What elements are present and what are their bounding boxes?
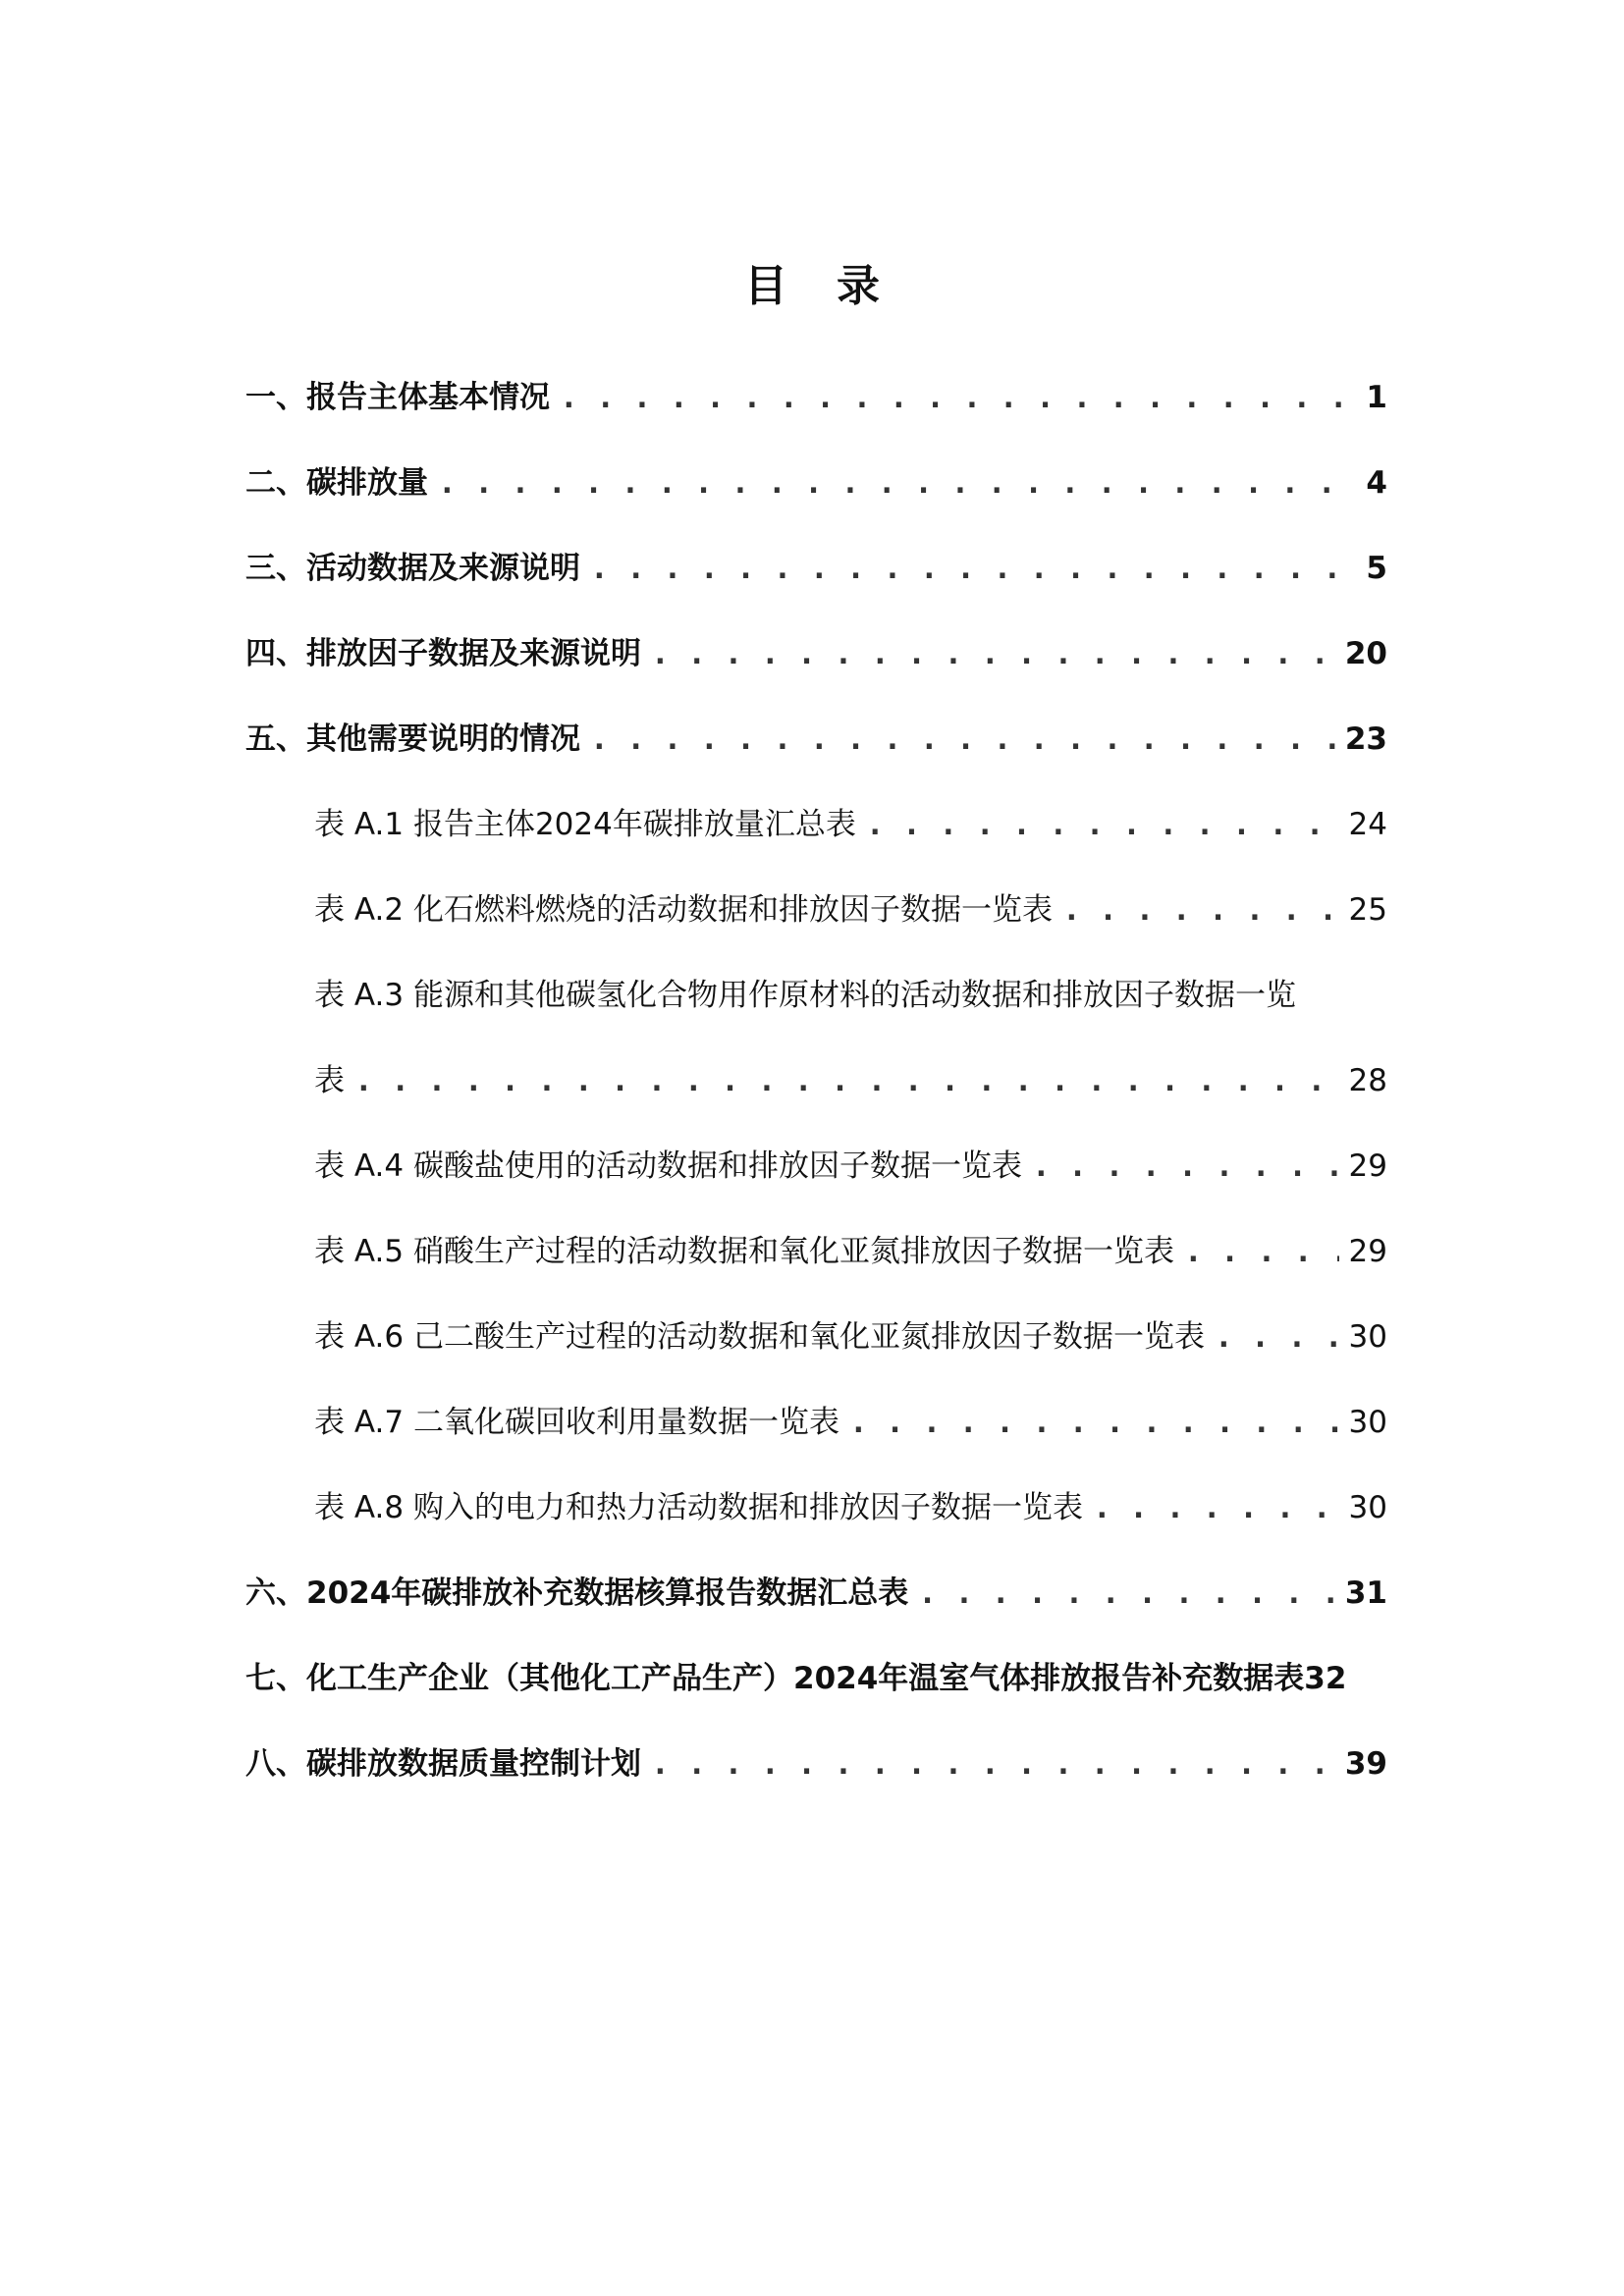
toc-leader-dots — [651, 1739, 1335, 1789]
toc-entry-section-8[interactable] — [245, 1739, 1387, 1789]
toc-entry-section-5[interactable] — [245, 715, 1387, 764]
toc-entry-text: 六、2024年碳排放补充数据核算报告数据汇总表 — [245, 1575, 909, 1611]
toc-entry-section-6[interactable] — [245, 1569, 1387, 1618]
toc-leader-dots — [918, 1569, 1335, 1618]
toc-page-number: 20 — [1344, 636, 1387, 671]
toc-entry-text: 表 A.4 碳酸盐使用的活动数据和排放因子数据一览表 — [314, 1148, 1022, 1184]
toc-entry-table-a6[interactable] — [314, 1312, 1387, 1362]
toc-page-number: 4 — [1366, 465, 1387, 501]
toc-entry-section-1[interactable] — [245, 373, 1387, 422]
toc-entry-text: 表 A.5 硝酸生产过程的活动数据和氧化亚氮排放因子数据一览表 — [314, 1234, 1174, 1269]
toc-entry-table-a3-continued[interactable] — [314, 1056, 1387, 1105]
toc-page-number: 30 — [1348, 1405, 1387, 1440]
toc-entry-table-a2[interactable] — [314, 885, 1387, 934]
toc-page-number: 30 — [1348, 1490, 1387, 1525]
toc-leader-dots — [1062, 885, 1339, 934]
toc-entry-text: 表 A.1 报告主体2024年碳排放量汇总表 — [314, 807, 856, 842]
toc-entry-section-3[interactable] — [245, 544, 1387, 593]
toc-page-number: 30 — [1348, 1319, 1387, 1355]
toc-leader-dots — [438, 458, 1356, 507]
toc-entry-table-a1[interactable] — [314, 800, 1387, 849]
toc-entry-text: 五、其他需要说明的情况 — [245, 721, 580, 757]
toc-entry-table-a4[interactable] — [314, 1142, 1387, 1191]
toc-entry-text: 表 A.3 能源和其他碳氢化合物用作原材料的活动数据和排放因子数据一览 — [314, 978, 1296, 1013]
toc-entry-text: 八、碳排放数据质量控制计划 — [245, 1746, 641, 1782]
toc-title: 目录 — [744, 261, 929, 311]
toc-page-number: 24 — [1348, 807, 1387, 842]
toc-entry-section-4[interactable] — [245, 629, 1387, 678]
toc-entry-text: 七、化工生产企业（其他化工产品生产）2024年温室气体排放报告补充数据表 — [245, 1661, 1305, 1696]
toc-leader-dots — [354, 1056, 1339, 1105]
toc-page-number: 32 — [1304, 1661, 1347, 1696]
toc-entry-table-a7[interactable] — [314, 1398, 1387, 1447]
toc-entry-section-2[interactable] — [245, 458, 1387, 507]
toc-leader-dots — [590, 544, 1356, 593]
toc-entry-text: 二、碳排放量 — [245, 465, 428, 501]
toc-leader-dots — [1215, 1312, 1339, 1362]
toc-entry-text: 表 A.6 己二酸生产过程的活动数据和氧化亚氮排放因子数据一览表 — [314, 1319, 1205, 1355]
toc-page-number: 1 — [1366, 380, 1387, 415]
toc-leader-dots — [560, 373, 1356, 422]
toc-page-number: 31 — [1344, 1575, 1387, 1611]
toc-page-number: 28 — [1348, 1063, 1387, 1098]
toc-entry-table-a5[interactable] — [314, 1227, 1387, 1276]
toc-leader-dots — [866, 800, 1339, 849]
toc-entry-text: 表 — [314, 1063, 345, 1098]
toc-entry-text: 四、排放因子数据及来源说明 — [245, 636, 641, 671]
toc-leader-dots — [1032, 1142, 1339, 1191]
toc-page-number: 23 — [1344, 721, 1387, 757]
toc-entry-table-a8[interactable] — [314, 1483, 1387, 1532]
toc-leader-dots — [590, 715, 1335, 764]
toc-page-number: 25 — [1348, 892, 1387, 928]
toc-page-number: 29 — [1348, 1148, 1387, 1184]
toc-leader-dots — [1184, 1227, 1339, 1276]
toc-page-number: 5 — [1366, 551, 1387, 586]
toc-entry-text: 表 A.7 二氧化碳回收利用量数据一览表 — [314, 1405, 839, 1440]
toc-entry-text: 一、报告主体基本情况 — [245, 380, 550, 415]
toc-page-number: 29 — [1348, 1234, 1387, 1269]
toc-leader-dots — [1093, 1483, 1339, 1532]
toc-entry-text: 三、活动数据及来源说明 — [245, 551, 580, 586]
toc-page-number: 39 — [1344, 1746, 1387, 1782]
toc-entry-text: 表 A.2 化石燃料燃烧的活动数据和排放因子数据一览表 — [314, 892, 1053, 928]
toc-entry-table-a3[interactable] — [314, 971, 1387, 1020]
toc-leader-dots — [849, 1398, 1339, 1447]
toc-entry-section-7[interactable] — [245, 1654, 1387, 1703]
toc-leader-dots — [651, 629, 1335, 678]
toc-entry-text: 表 A.8 购入的电力和热力活动数据和排放因子数据一览表 — [314, 1490, 1083, 1525]
